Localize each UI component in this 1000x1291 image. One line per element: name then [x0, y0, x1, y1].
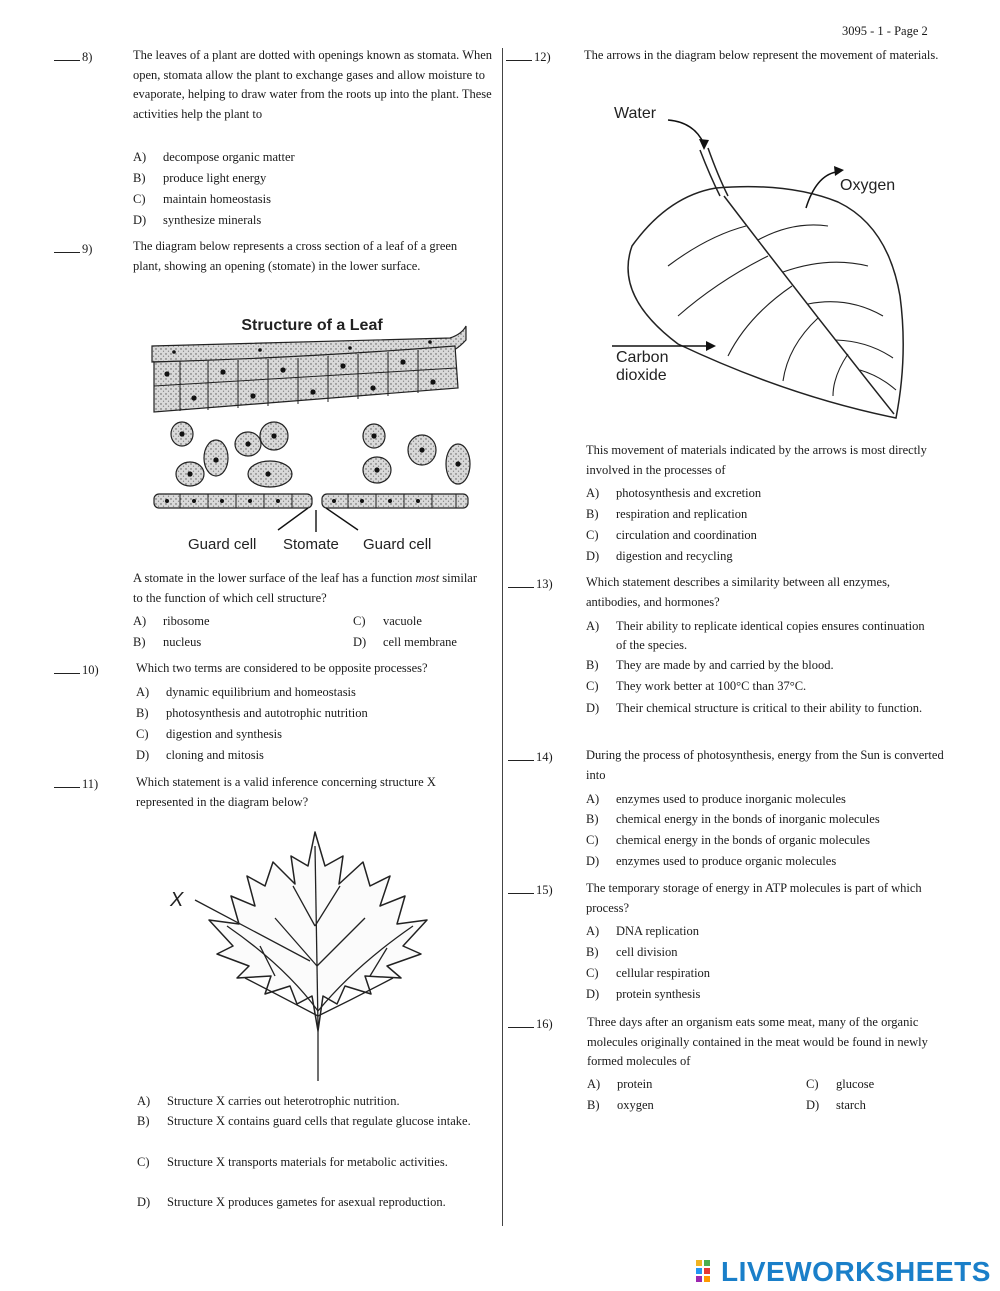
q16-option-a[interactable]: A) protein: [587, 1077, 653, 1091]
q12-option-d[interactable]: D) digestion and recycling: [586, 549, 733, 563]
answer-blank[interactable]: [506, 60, 532, 61]
q8-number: 8): [54, 50, 92, 65]
q10-number: 10): [54, 663, 99, 678]
q9-option-c[interactable]: C) vacuole: [353, 614, 422, 628]
q11-option-a[interactable]: A) Structure X carries out heterotrophic nutrition.: [137, 1094, 400, 1108]
page-id: 3095 - 1 - Page 2: [842, 24, 928, 38]
q8-stem: The leaves of a plant are dotted with openings known as stomata. When open, stomata allow the plant to exchange gases and allow moisture to evaporate, helping to draw water from the roots up into the plant. These activities help the plant to: [133, 48, 493, 121]
q10-stem: Which two terms are considered to be opposite processes?: [136, 661, 428, 675]
q13-option-c[interactable]: C) They work better at 100°C than 37°C.: [586, 679, 807, 693]
q13-option-d[interactable]: D) Their chemical structure is critical to their ability to function.: [586, 701, 923, 715]
stomate-label: Stomate: [283, 536, 339, 553]
q15-number: 15): [508, 883, 553, 898]
q16-option-d[interactable]: D) starch: [806, 1098, 866, 1112]
dioxide-label: dioxide: [616, 367, 667, 384]
q16-option-c[interactable]: C) glucose: [806, 1077, 875, 1091]
q14-stem: During the process of photosynthesis, energy from the Sun is converted into: [586, 748, 944, 782]
answer-blank[interactable]: [54, 60, 80, 61]
q10-option-b[interactable]: B) photosynthesis and autotrophic nutrition: [136, 706, 368, 720]
q14-option-a[interactable]: A) enzymes used to produce inorganic molecules: [586, 792, 846, 806]
maple-leaf-diagram: [165, 826, 470, 1086]
column-divider: [502, 48, 503, 1226]
leaf-cross-section-diagram: [150, 308, 475, 558]
structure-x-label: X: [170, 889, 184, 911]
q11-number: 11): [54, 777, 98, 792]
q11-option-d[interactable]: D) Structure X produces gametes for asexual reproduction.: [137, 1195, 446, 1209]
q12-option-a[interactable]: A) photosynthesis and excretion: [586, 486, 762, 500]
logo-icon: [696, 1260, 718, 1284]
q16-stem: Three days after an organism eats some meat, many of the organic molecules originally contained in the meat would be found in newly formed molecules of: [587, 1015, 928, 1068]
q10-option-d[interactable]: D) cloning and mitosis: [136, 748, 264, 762]
carbon-label: Carbon: [616, 349, 669, 366]
q16-number: 16): [508, 1017, 553, 1032]
q8-option-d[interactable]: D) synthesize minerals: [133, 213, 262, 227]
q11-option-c[interactable]: C) Structure X transports materials for metabolic activities.: [137, 1155, 448, 1169]
q12-stem: The arrows in the diagram below represent the movement of materials.: [584, 48, 939, 62]
q13-option-b[interactable]: B) They are made by and carried by the blood.: [586, 658, 834, 672]
q12-option-c[interactable]: C) circulation and coordination: [586, 528, 757, 542]
answer-blank[interactable]: [54, 673, 80, 674]
q9-stem-2: A stomate in the lower surface of the leaf has a function most similar to the function of which cell structure?: [133, 571, 478, 605]
q16-option-b[interactable]: B) oxygen: [587, 1098, 654, 1112]
q14-option-d[interactable]: D) enzymes used to produce organic molecules: [586, 854, 837, 868]
q12-stem-2: This movement of materials indicated by the arrows is most directly involved in the processes of: [586, 443, 927, 477]
q8-option-b[interactable]: B) produce light energy: [133, 171, 267, 185]
answer-blank[interactable]: [508, 1027, 534, 1028]
q14-option-b[interactable]: B) chemical energy in the bonds of inorganic molecules: [586, 812, 880, 826]
q13-stem: Which statement describes a similarity between all enzymes, antibodies, and hormones?: [586, 575, 891, 609]
liveworksheets-logo[interactable]: [696, 1256, 991, 1288]
answer-blank[interactable]: [508, 760, 534, 761]
water-label: Water: [614, 105, 657, 122]
guard-cell-right-label: Guard cell: [363, 536, 432, 553]
answer-blank[interactable]: [54, 252, 80, 253]
q9-option-d[interactable]: D) cell membrane: [353, 635, 457, 649]
q15-option-c[interactable]: C) cellular respiration: [586, 966, 711, 980]
q15-option-d[interactable]: D) protein synthesis: [586, 987, 701, 1001]
q9-stem: The diagram below represents a cross section of a leaf of a green plant, showing an opening (stomate) in the lower surface.: [133, 239, 458, 273]
brand-name: LIVEWORKSHEETS: [721, 1256, 991, 1287]
q11-stem: Which statement is a valid inference concerning structure X represented in the diagram below?: [136, 775, 436, 809]
q8-option-a[interactable]: A) decompose organic matter: [133, 150, 295, 164]
q11-option-b[interactable]: B) Structure X contains guard cells that regulate glucose intake.: [137, 1114, 471, 1128]
q12-option-b[interactable]: B) respiration and replication: [586, 507, 748, 521]
q12-number: 12): [506, 50, 551, 65]
q9-number: 9): [54, 242, 92, 257]
answer-blank[interactable]: [54, 787, 80, 788]
leaf-gas-exchange-diagram: [608, 96, 918, 426]
answer-blank[interactable]: [508, 893, 534, 894]
q9-option-b[interactable]: B) nucleus: [133, 635, 202, 649]
diagram-title: Structure of a Leaf: [241, 317, 383, 334]
q14-number: 14): [508, 750, 553, 765]
q15-stem: The temporary storage of energy in ATP molecules is part of which process?: [586, 881, 922, 915]
answer-blank[interactable]: [508, 587, 534, 588]
q10-option-a[interactable]: A) dynamic equilibrium and homeostasis: [136, 685, 356, 699]
q15-option-b[interactable]: B) cell division: [586, 945, 678, 959]
q10-option-c[interactable]: C) digestion and synthesis: [136, 727, 282, 741]
q8-option-c[interactable]: C) maintain homeostasis: [133, 192, 271, 206]
q9-option-a[interactable]: A) ribosome: [133, 614, 210, 628]
q13-number: 13): [508, 577, 553, 592]
q15-option-a[interactable]: A) DNA replication: [586, 924, 699, 938]
q14-option-c[interactable]: C) chemical energy in the bonds of organic molecules: [586, 833, 870, 847]
oxygen-label: Oxygen: [840, 177, 896, 194]
q13-option-a[interactable]: A) Their ability to replicate identical copies ensures continuation of the species.: [586, 619, 925, 652]
guard-cell-left-label: Guard cell: [188, 536, 257, 553]
